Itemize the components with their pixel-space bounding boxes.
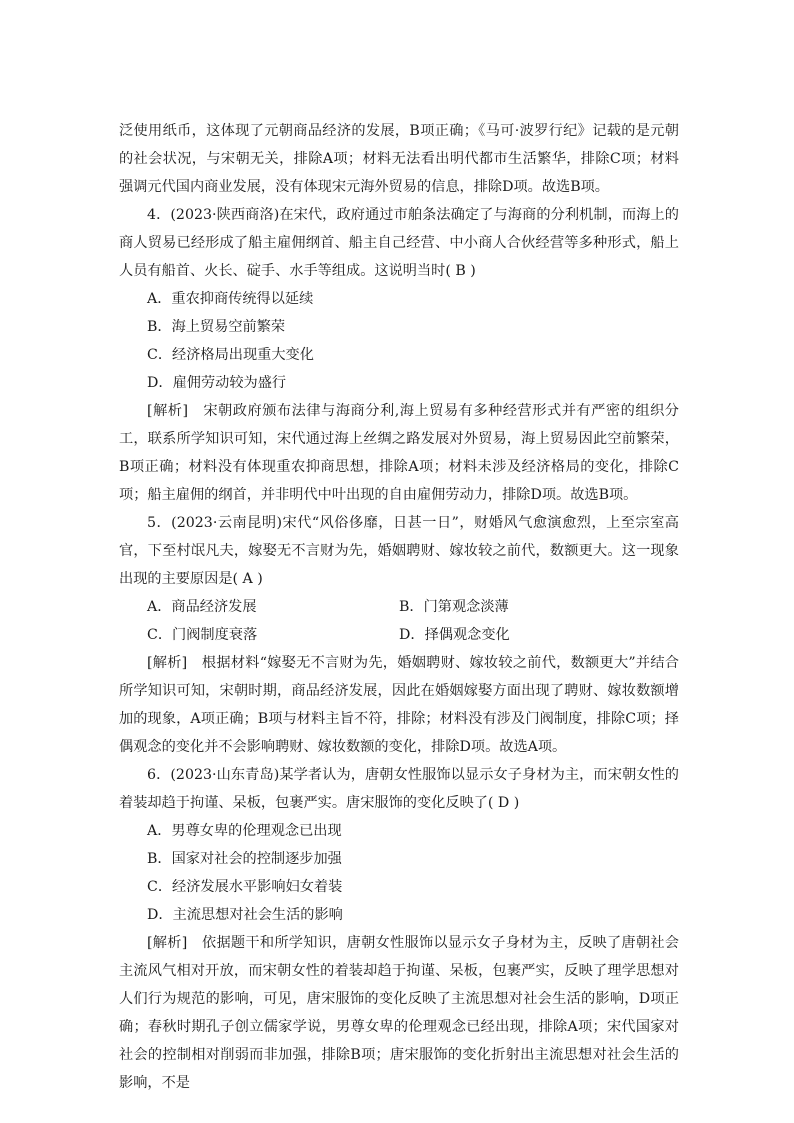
option-row <box>119 593 679 621</box>
question-stem: 6．(2023·山东青岛)某学者认为，唐朝女性服饰以显示女子身材为主，而宋朝女性的着装却趋于拘谨、呆板，包裹严实。唐宋服饰的变化反映了( D ) <box>119 767 679 811</box>
analysis: [解析] 依据题干和所学知识，唐朝女性服饰以显示女子身材为主，反映了唐朝社会主流风气相对开放，而宋朝女性的着装却趋于拘谨、呆板，包裹严实，反映了理学思想对人们行为规范的影响，可见，唐宋服饰的变化反映了主流思想对社会生活的影响，D项正确；春秋时期孔子创立儒家学说，男尊女卑的伦理观念已经出现，排除A项；宋代国家对社会的控制相对削弱而非加强，排除B项；唐宋服饰的变化折射出主流思想对社会生活的影响，不是 <box>119 935 679 1091</box>
option-a: A．男尊女卑的伦理观念已出现 <box>147 823 342 839</box>
option-d: D．雇佣劳动较为盛行 <box>147 375 287 391</box>
option-c: C．经济发展水平影响妇女着装 <box>147 879 343 895</box>
option-a: A．重农抑商传统得以延续 <box>147 291 314 307</box>
page-content <box>119 117 679 1097</box>
analysis: [解析] 宋朝政府颁布法律与海商分利,海上贸易有多种经营形式并有严密的组织分工，联系所学知识可知，宋代通过海上丝绸之路发展对外贸易，海上贸易因此空前繁荣，B项正确；材料没有体现重农抑商思想，排除A项；材料未涉及经济格局的变化，排除C项；船主雇佣的纲首，并非明代中叶出现的自由雇佣劳动力，排除D项。故选B项。 <box>119 403 679 503</box>
question-4 <box>119 201 679 509</box>
question-6 <box>119 761 679 1097</box>
option-b: B．海上贸易空前繁荣 <box>147 319 286 335</box>
option-d: D．择偶观念变化 <box>399 627 510 643</box>
option-row <box>119 621 679 649</box>
option-b: B．门第观念淡薄 <box>399 599 509 615</box>
question-5 <box>119 509 679 761</box>
option-b: B．国家对社会的控制逐步加强 <box>147 851 342 867</box>
analysis: [解析] 根据材料“嫁娶无不言财为先，婚姻聘财、嫁妆较之前代，数额更大”并结合所学知识可知，宋朝时期，商品经济发展，因此在婚姻嫁娶方面出现了聘财、嫁妆数额增加的现象，A项正确；B项与材料主旨不符，排除；材料没有涉及门阀制度，排除C项；择偶观念的变化并不会影响聘财、嫁妆数额的变化，排除D项。故选A项。 <box>119 655 679 755</box>
question-stem: 4．(2023·陕西商洛)在宋代，政府通过市舶条法确定了与海商的分利机制，而海上的商人贸易已经形成了船主雇佣纲首、船主自己经营、中小商人合伙经营等多种形式，船上人员有船首、火长、碇手、水手等组成。这说明当时( B ) <box>119 207 679 279</box>
option-c: C．门阀制度衰落 <box>147 627 258 643</box>
intro-paragraph: 泛使用纸币，这体现了元朝商品经济的发展，B项正确；《马可·波罗行纪》记载的是元朝的社会状况，与宋朝无关，排除A项；材料无法看出明代都市生活繁华，排除C项；材料强调元代国内商业发展，没有体现宋元海外贸易的信息，排除D项。故选B项。 <box>119 123 679 195</box>
question-stem: 5．(2023·云南昆明)宋代“风俗侈靡，日甚一日”，财婚风气愈演愈烈，上至宗室高官，下至村氓凡夫，嫁娶无不言财为先，婚姻聘财、嫁妆较之前代，数额更大。这一现象出现的主要原因是( A ) <box>119 515 679 587</box>
option-c: C．经济格局出现重大变化 <box>147 347 314 363</box>
option-d: D．主流思想对社会生活的影响 <box>147 907 343 923</box>
option-a: A．商品经济发展 <box>147 599 257 615</box>
